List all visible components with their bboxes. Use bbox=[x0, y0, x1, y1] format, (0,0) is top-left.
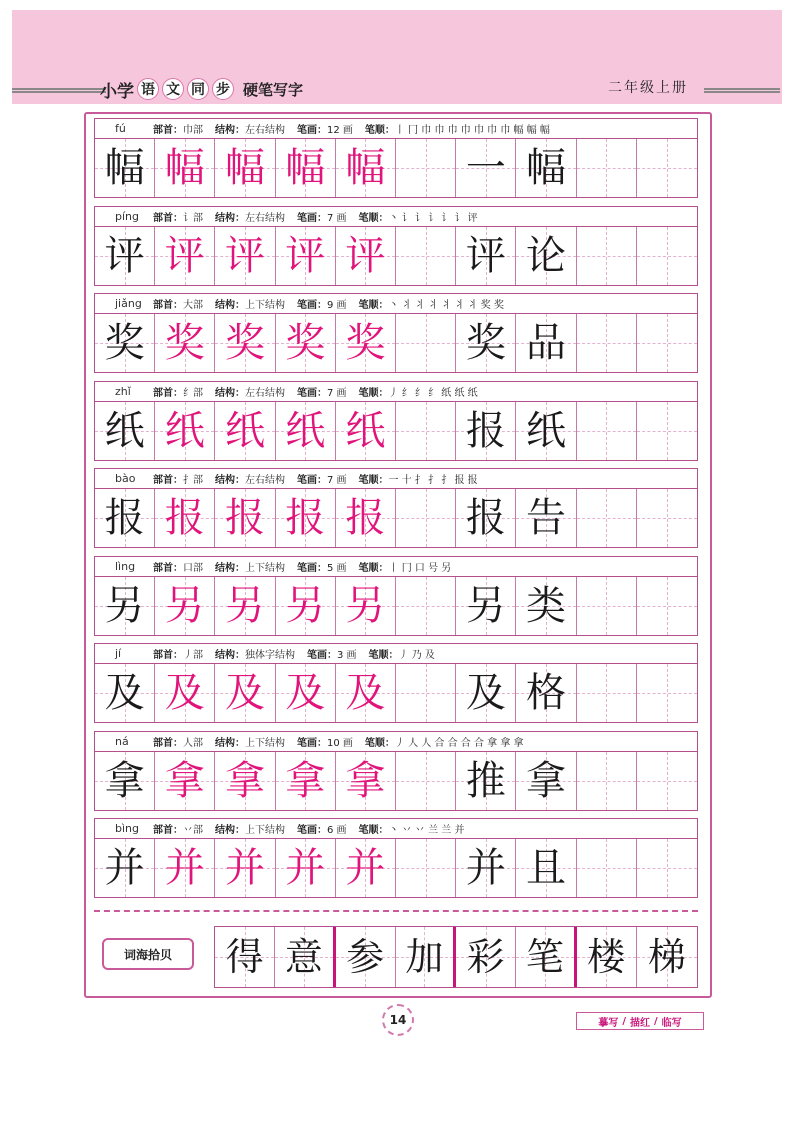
vocab-char: 加 bbox=[405, 935, 444, 979]
grid-cell bbox=[215, 314, 275, 372]
grid-cell bbox=[456, 577, 516, 635]
grid-cell bbox=[396, 489, 456, 547]
book-title bbox=[100, 76, 303, 102]
radical-field: 部首：口部 bbox=[153, 562, 203, 574]
structure-field: 结构：上下结构 bbox=[215, 300, 285, 311]
grid-cell bbox=[396, 752, 456, 810]
grid-cell bbox=[215, 664, 275, 722]
structure-field: 结构：上下结构 bbox=[215, 737, 285, 749]
vocab-cell bbox=[215, 927, 275, 987]
trace-char: 幅 bbox=[285, 145, 326, 191]
vocab-char: 梯 bbox=[647, 935, 686, 979]
grid-cell bbox=[456, 227, 516, 285]
writing-grid bbox=[94, 226, 698, 286]
stroke-order-field: 笔顺：丶 讠 讠 讠 讠 讠 评 bbox=[358, 212, 478, 224]
stroke-order-field: 笔顺：丿 纟 纟 纟 纸 纸 纸 bbox=[358, 387, 478, 399]
grid-cell bbox=[215, 139, 275, 197]
vocab-cell bbox=[336, 927, 396, 987]
stroke-order-field: 笔顺：丶 丬 丬 丬 丬 丬 丬 奖 奖 bbox=[358, 300, 504, 311]
title-prefix: 小学 bbox=[100, 81, 134, 102]
grid-cell bbox=[516, 664, 576, 722]
strokes-field: 笔画：9 画 bbox=[297, 300, 347, 311]
grid-cell bbox=[456, 664, 516, 722]
char-info bbox=[94, 381, 698, 401]
word-char: 及 bbox=[465, 670, 506, 716]
pinyin: fú bbox=[115, 122, 126, 135]
word-char: 幅 bbox=[526, 145, 567, 191]
practice-row bbox=[94, 381, 698, 455]
vocab-cell bbox=[275, 927, 335, 987]
trace-char: 奖 bbox=[164, 320, 205, 366]
trace-char: 拿 bbox=[225, 757, 265, 804]
grid-cell bbox=[155, 839, 215, 897]
char-info bbox=[94, 468, 698, 488]
grid-cell bbox=[95, 577, 155, 635]
trace-char: 并 bbox=[225, 845, 265, 891]
writing-grid bbox=[94, 488, 698, 548]
practice-row bbox=[94, 818, 698, 892]
writing-grid bbox=[94, 751, 698, 811]
title-bubble: 同 bbox=[187, 78, 209, 100]
grid-cell bbox=[215, 489, 275, 547]
radical-field: 部首：纟部 bbox=[153, 387, 203, 399]
writing-grid bbox=[94, 663, 698, 723]
structure-field: 结构：左右结构 bbox=[215, 125, 285, 136]
structure-field: 结构：左右结构 bbox=[215, 212, 285, 224]
trace-char: 另 bbox=[285, 582, 326, 629]
pinyin: bìng bbox=[115, 822, 139, 835]
grid-cell bbox=[95, 227, 155, 285]
grid-cell bbox=[95, 752, 155, 810]
trace-char: 评 bbox=[164, 232, 205, 279]
grid-cell bbox=[155, 227, 215, 285]
grid-cell bbox=[155, 752, 215, 810]
practice-row bbox=[94, 643, 698, 717]
trace-char: 并 bbox=[285, 845, 326, 891]
grid-cell bbox=[276, 139, 336, 197]
grid-cell bbox=[577, 402, 637, 460]
radical-field: 部首：丷部 bbox=[153, 825, 203, 836]
trace-char: 幅 bbox=[225, 145, 265, 191]
writing-mode-tag bbox=[576, 1012, 704, 1030]
grid-cell bbox=[516, 314, 576, 372]
grid-cell bbox=[336, 664, 396, 722]
trace-char: 另 bbox=[164, 582, 205, 629]
grid-cell bbox=[637, 489, 697, 547]
grid-cell bbox=[215, 227, 275, 285]
grid-cell bbox=[95, 839, 155, 897]
grid-cell bbox=[336, 489, 396, 547]
grid-cell bbox=[396, 402, 456, 460]
grid-cell bbox=[577, 752, 637, 810]
grid-cell bbox=[396, 839, 456, 897]
grid-cell bbox=[516, 139, 576, 197]
grid-cell bbox=[155, 489, 215, 547]
grid-cell bbox=[456, 314, 516, 372]
trace-char: 拿 bbox=[285, 757, 326, 804]
grid-cell bbox=[456, 752, 516, 810]
trace-char: 及 bbox=[225, 670, 265, 716]
strokes-field: 笔画：7 画 bbox=[297, 387, 347, 399]
word-char: 拿 bbox=[526, 757, 567, 804]
grid-cell bbox=[456, 839, 516, 897]
practice-row bbox=[94, 468, 698, 542]
model-char: 纸 bbox=[104, 407, 145, 454]
stroke-order-field: 笔顺：丨 冂 口 号 另 bbox=[358, 562, 452, 574]
word-char: 评 bbox=[465, 232, 506, 279]
grid-cell bbox=[637, 227, 697, 285]
grid-cell bbox=[637, 752, 697, 810]
grid-cell bbox=[516, 402, 576, 460]
strokes-field: 笔画：10 画 bbox=[297, 737, 353, 749]
radical-field: 部首：扌部 bbox=[153, 475, 203, 486]
grid-cell bbox=[336, 227, 396, 285]
trace-char: 拿 bbox=[164, 757, 205, 804]
grid-cell bbox=[276, 227, 336, 285]
grid-cell bbox=[95, 402, 155, 460]
structure-field: 结构：左右结构 bbox=[215, 475, 285, 486]
word-char: 报 bbox=[465, 407, 506, 454]
header-rule-right bbox=[704, 88, 780, 93]
grid-cell bbox=[276, 314, 336, 372]
trace-char: 及 bbox=[285, 670, 326, 716]
grid-cell bbox=[456, 489, 516, 547]
grid-cell bbox=[637, 402, 697, 460]
practice-row bbox=[94, 206, 698, 280]
title-bubble: 文 bbox=[162, 78, 184, 100]
grid-cell bbox=[276, 752, 336, 810]
grid-cell bbox=[215, 839, 275, 897]
trace-char: 幅 bbox=[345, 145, 386, 191]
word-char: 一 bbox=[465, 145, 506, 191]
grade-label: 二年级上册 bbox=[608, 80, 688, 96]
grid-cell bbox=[276, 402, 336, 460]
grid-cell bbox=[637, 577, 697, 635]
trace-char: 幅 bbox=[164, 145, 205, 191]
trace-char: 报 bbox=[285, 495, 326, 541]
word-char: 告 bbox=[526, 495, 567, 541]
grid-cell bbox=[215, 402, 275, 460]
pinyin: bào bbox=[115, 472, 136, 485]
grid-cell bbox=[336, 577, 396, 635]
radical-field: 部首：人部 bbox=[153, 737, 203, 749]
grid-cell bbox=[396, 314, 456, 372]
grid-cell bbox=[516, 577, 576, 635]
tag-part: / bbox=[654, 1015, 658, 1027]
grid-cell bbox=[577, 489, 637, 547]
pinyin: ná bbox=[115, 734, 129, 748]
model-char: 拿 bbox=[104, 757, 145, 804]
grid-cell bbox=[577, 227, 637, 285]
word-char: 且 bbox=[526, 845, 567, 891]
grid-cell bbox=[396, 577, 456, 635]
grid-cell bbox=[396, 664, 456, 722]
title-bubble: 步 bbox=[212, 78, 234, 100]
word-char: 品 bbox=[526, 320, 567, 366]
pinyin: jí bbox=[115, 647, 122, 660]
grid-cell bbox=[155, 314, 215, 372]
grid-cell bbox=[95, 139, 155, 197]
trace-char: 评 bbox=[225, 232, 265, 279]
grid-cell bbox=[516, 489, 576, 547]
trace-char: 报 bbox=[345, 495, 386, 541]
char-info bbox=[94, 118, 698, 138]
grid-cell bbox=[577, 577, 637, 635]
practice-row bbox=[94, 731, 698, 805]
vocab-char: 意 bbox=[284, 935, 323, 979]
word-char: 报 bbox=[465, 495, 506, 541]
grid-cell bbox=[516, 227, 576, 285]
grid-cell bbox=[336, 752, 396, 810]
title-suffix: 硬笔写字 bbox=[243, 80, 304, 99]
grid-cell bbox=[637, 139, 697, 197]
grid-cell bbox=[577, 139, 637, 197]
grid-cell bbox=[637, 664, 697, 722]
model-char: 并 bbox=[104, 845, 145, 891]
stroke-order-field: 笔顺：丶 丷 丷 兰 兰 并 bbox=[358, 825, 465, 836]
trace-char: 纸 bbox=[225, 407, 265, 454]
strokes-field: 笔画：5 画 bbox=[297, 562, 347, 574]
strokes-field: 笔画：6 画 bbox=[297, 825, 347, 836]
grid-cell bbox=[276, 489, 336, 547]
grid-cell bbox=[276, 839, 336, 897]
grid-cell bbox=[276, 664, 336, 722]
tag-part: / bbox=[622, 1015, 626, 1027]
writing-grid bbox=[94, 138, 698, 198]
pinyin: lìng bbox=[115, 559, 136, 573]
pinyin: jiǎng bbox=[115, 297, 142, 310]
vocab-char: 笔 bbox=[525, 935, 564, 979]
grid-cell bbox=[215, 577, 275, 635]
pinyin: zhǐ bbox=[115, 384, 131, 398]
word-char: 奖 bbox=[465, 320, 506, 366]
structure-field: 结构：上下结构 bbox=[215, 562, 285, 574]
writing-grid bbox=[94, 576, 698, 636]
grid-cell bbox=[336, 314, 396, 372]
trace-char: 奖 bbox=[345, 320, 386, 366]
grid-cell bbox=[215, 752, 275, 810]
structure-field: 结构：独体字结构 bbox=[215, 650, 295, 661]
vocab-label: 词海拾贝 bbox=[102, 938, 194, 970]
grid-cell bbox=[155, 664, 215, 722]
word-char: 推 bbox=[465, 757, 506, 804]
word-char: 纸 bbox=[526, 407, 567, 454]
model-char: 及 bbox=[104, 670, 145, 716]
trace-char: 拿 bbox=[345, 757, 386, 804]
tag-part: 摹写 bbox=[598, 1017, 619, 1029]
vocab-char: 得 bbox=[225, 935, 264, 979]
trace-char: 纸 bbox=[285, 407, 326, 454]
word-char: 类 bbox=[526, 582, 567, 629]
trace-char: 及 bbox=[164, 670, 205, 716]
writing-grid bbox=[94, 838, 698, 898]
trace-char: 另 bbox=[225, 582, 265, 629]
grid-cell bbox=[456, 402, 516, 460]
word-char: 格 bbox=[526, 670, 567, 716]
grid-cell bbox=[276, 577, 336, 635]
header-rule-left bbox=[12, 88, 106, 93]
grid-cell bbox=[516, 839, 576, 897]
stroke-order-field: 笔顺：丨 冂 巾 巾 巾 巾 巾 巾 巾 幅 幅 幅 bbox=[364, 125, 550, 136]
strokes-field: 笔画：7 画 bbox=[297, 475, 347, 486]
model-char: 幅 bbox=[104, 145, 145, 191]
word-char: 另 bbox=[465, 582, 506, 629]
vocab-cell bbox=[637, 927, 697, 987]
grid-cell bbox=[336, 839, 396, 897]
model-char: 报 bbox=[104, 495, 145, 541]
writing-grid bbox=[94, 313, 698, 373]
grid-cell bbox=[577, 839, 637, 897]
radical-field: 部首：大部 bbox=[153, 300, 203, 311]
trace-char: 纸 bbox=[164, 407, 205, 454]
char-info bbox=[94, 731, 698, 751]
grid-cell bbox=[336, 402, 396, 460]
trace-char: 另 bbox=[345, 582, 386, 629]
grid-cell bbox=[516, 752, 576, 810]
grid-cell bbox=[155, 577, 215, 635]
char-info bbox=[94, 293, 698, 313]
char-info bbox=[94, 643, 698, 663]
char-info bbox=[94, 206, 698, 226]
word-char: 论 bbox=[526, 232, 567, 279]
model-char: 评 bbox=[104, 232, 145, 279]
grid-cell bbox=[155, 402, 215, 460]
trace-char: 并 bbox=[164, 845, 205, 891]
trace-char: 奖 bbox=[285, 320, 326, 366]
stroke-order-field: 笔顺：一 十 扌 扌 扌 报 报 bbox=[358, 475, 478, 486]
radical-field: 部首：讠部 bbox=[153, 212, 203, 224]
vocab-grid bbox=[214, 926, 698, 988]
structure-field: 结构：左右结构 bbox=[215, 387, 285, 399]
stroke-order-field: 笔顺：丿 乃 及 bbox=[368, 650, 435, 661]
trace-char: 纸 bbox=[345, 407, 386, 454]
grid-cell bbox=[637, 314, 697, 372]
grid-cell bbox=[577, 664, 637, 722]
grid-cell bbox=[396, 227, 456, 285]
vocab-cell bbox=[577, 927, 637, 987]
strokes-field: 笔画：7 画 bbox=[297, 212, 347, 224]
char-info bbox=[94, 556, 698, 576]
trace-char: 评 bbox=[285, 232, 326, 279]
vocab-cell bbox=[516, 927, 576, 987]
practice-row bbox=[94, 556, 698, 630]
char-info bbox=[94, 818, 698, 838]
writing-grid bbox=[94, 401, 698, 461]
practice-row bbox=[94, 293, 698, 367]
pinyin: píng bbox=[115, 209, 139, 223]
trace-char: 及 bbox=[345, 670, 386, 716]
page-number: 14 bbox=[382, 1004, 414, 1036]
grid-cell bbox=[577, 314, 637, 372]
grid-cell bbox=[155, 139, 215, 197]
title-bubble: 语 bbox=[137, 78, 159, 100]
trace-char: 报 bbox=[164, 495, 205, 541]
word-char: 并 bbox=[465, 845, 506, 891]
grid-cell bbox=[456, 139, 516, 197]
strokes-field: 笔画：3 画 bbox=[307, 650, 357, 661]
structure-field: 结构：上下结构 bbox=[215, 825, 285, 836]
trace-char: 评 bbox=[345, 232, 386, 279]
practice-row bbox=[94, 118, 698, 192]
radical-field: 部首：巾部 bbox=[153, 125, 203, 136]
grid-cell bbox=[95, 489, 155, 547]
stroke-order-field: 笔顺：丿 人 人 合 合 合 合 拿 拿 拿 bbox=[364, 737, 524, 749]
vocab-char: 楼 bbox=[587, 935, 626, 979]
model-char: 奖 bbox=[104, 320, 145, 366]
model-char: 另 bbox=[104, 582, 145, 629]
grid-cell bbox=[336, 139, 396, 197]
strokes-field: 笔画：12 画 bbox=[297, 125, 353, 136]
dashed-separator bbox=[94, 910, 698, 912]
trace-char: 奖 bbox=[225, 320, 265, 366]
trace-char: 报 bbox=[225, 495, 265, 541]
grid-cell bbox=[95, 314, 155, 372]
grid-cell bbox=[637, 839, 697, 897]
vocab-char: 彩 bbox=[466, 935, 505, 979]
tag-part: 描红 bbox=[630, 1017, 650, 1029]
grid-cell bbox=[396, 139, 456, 197]
vocab-cell bbox=[456, 927, 516, 987]
grid-cell bbox=[95, 664, 155, 722]
vocab-cell bbox=[396, 927, 456, 987]
trace-char: 并 bbox=[345, 845, 386, 891]
radical-field: 部首：丿部 bbox=[153, 650, 203, 661]
vocab-char: 参 bbox=[346, 935, 385, 979]
tag-part: 临写 bbox=[661, 1017, 682, 1029]
